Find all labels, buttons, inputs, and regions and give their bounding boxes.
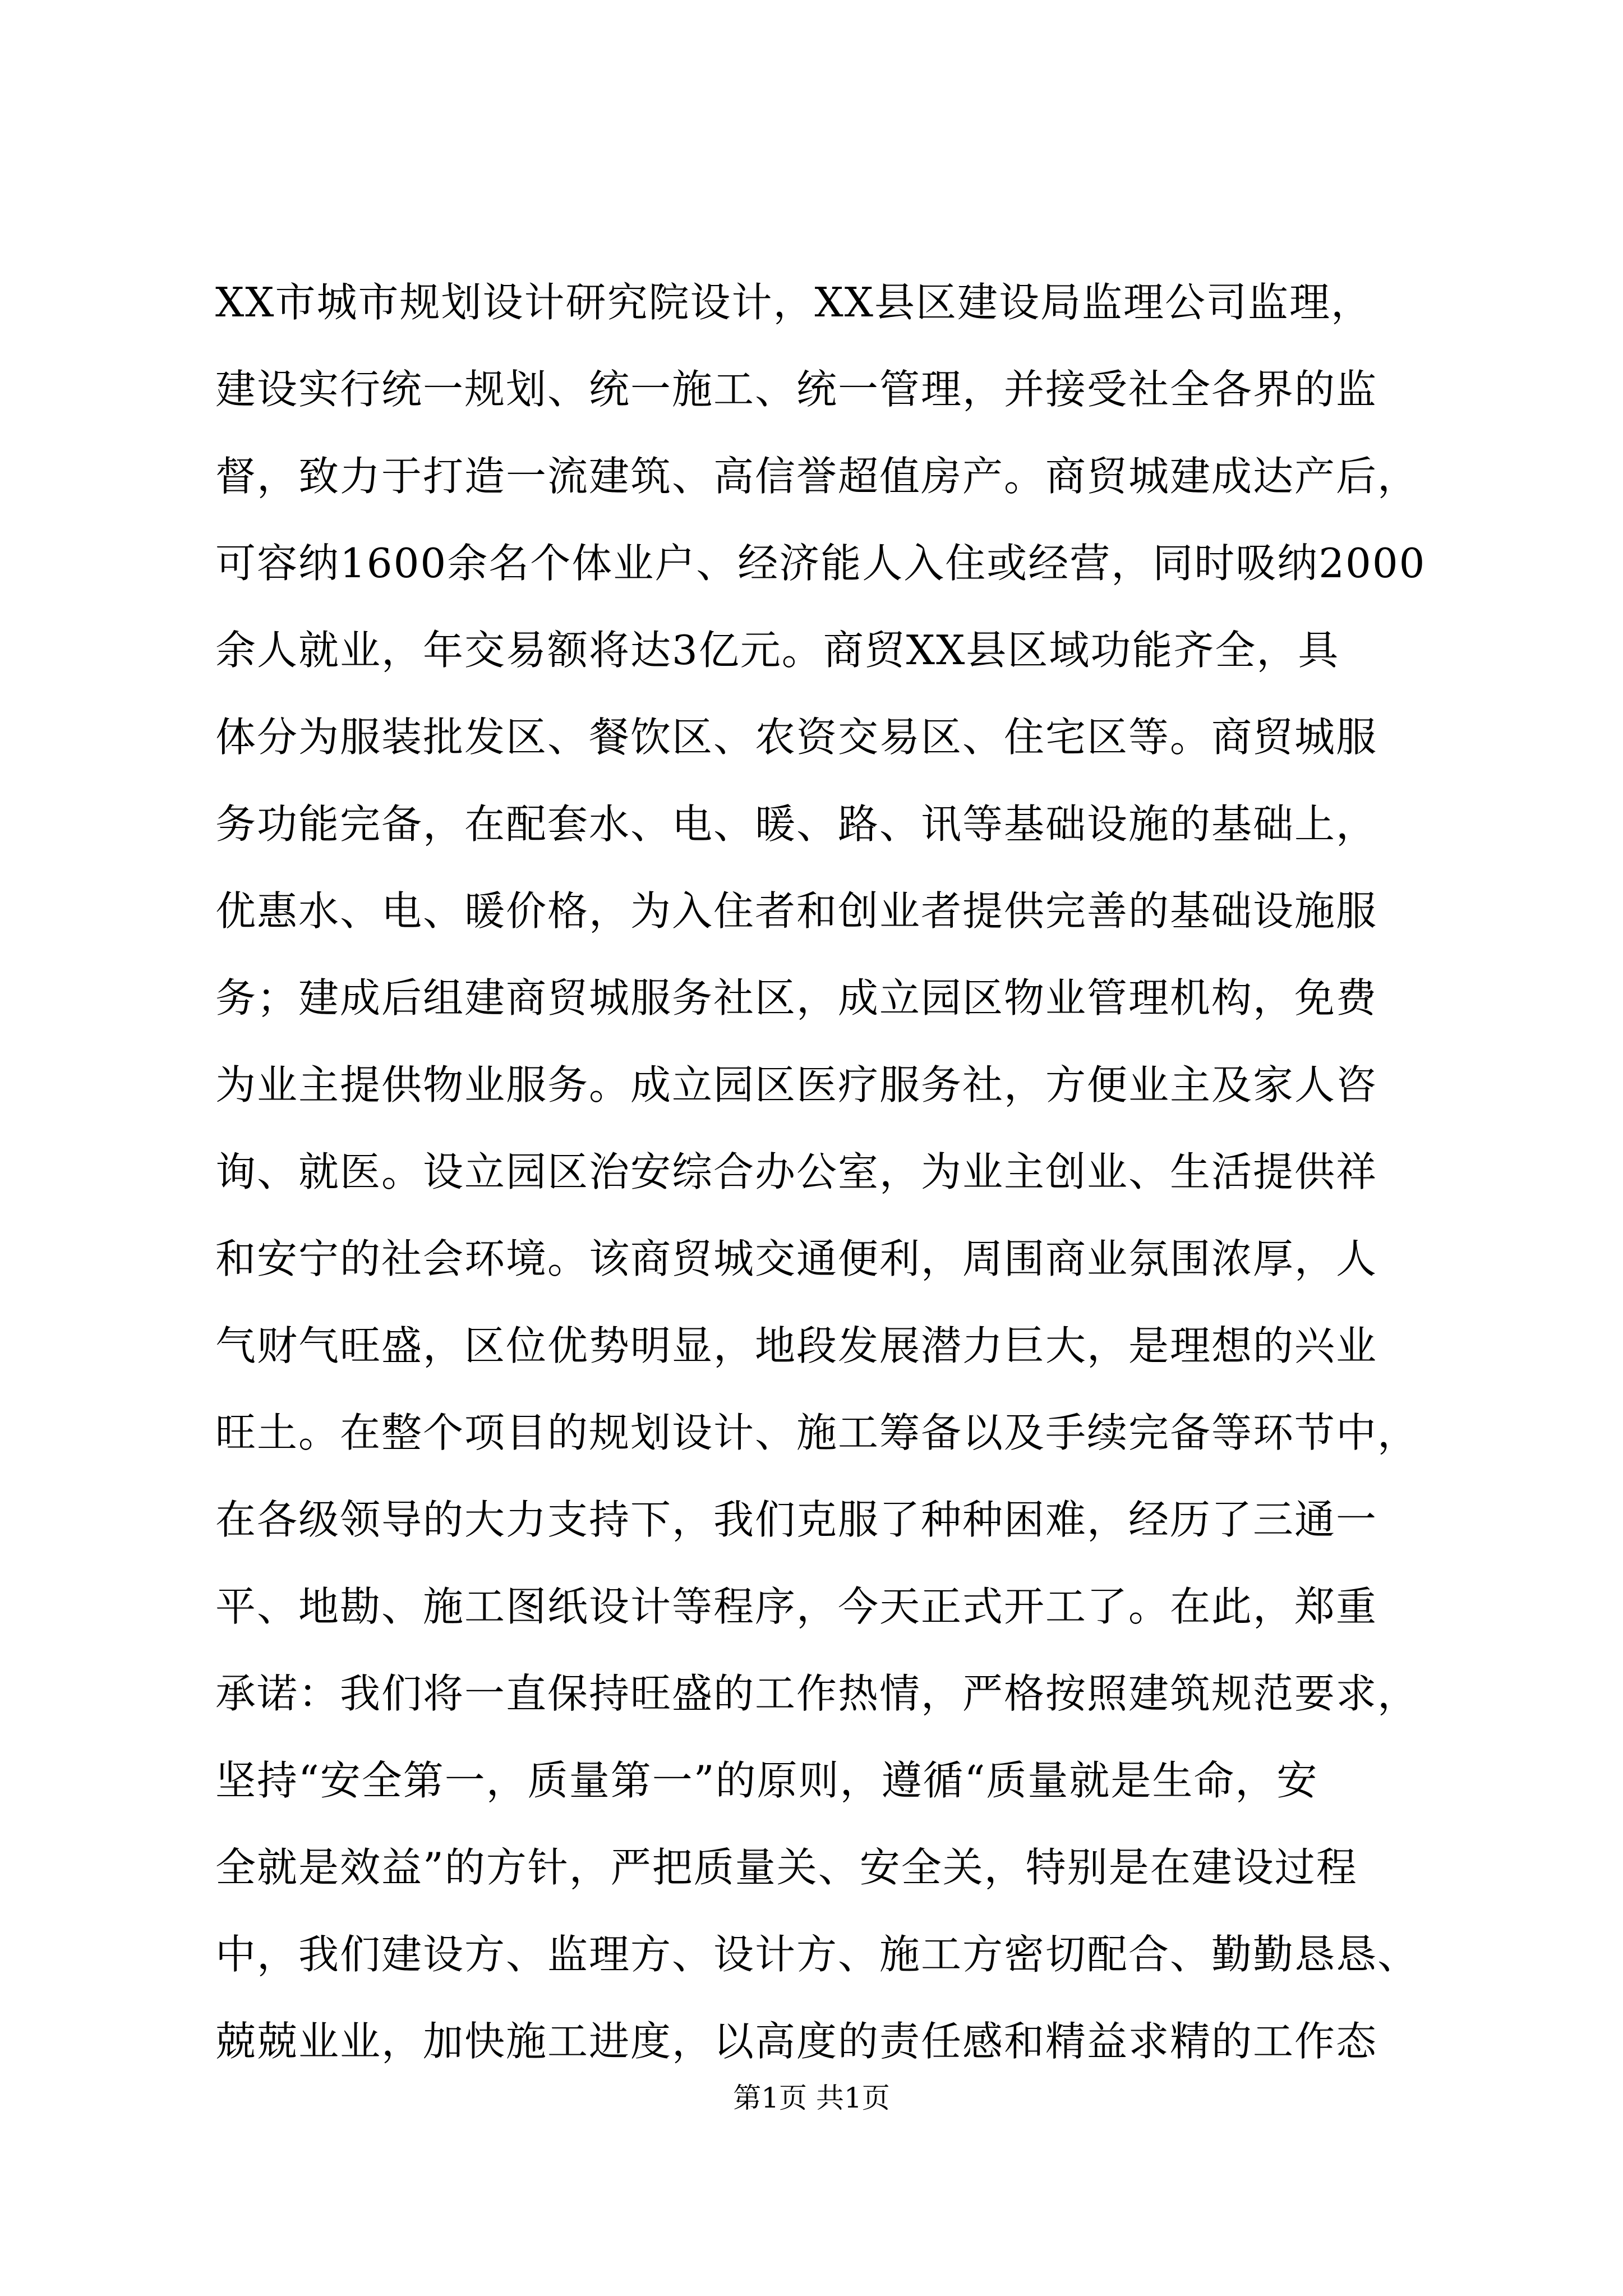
body-text [215, 259, 1460, 2085]
text-line: 坚持“安全第一，质量第一”的原则，遵循“质量就是生命，安 [215, 1757, 1318, 1804]
text-line: 体分为服装批发区、餐饮区、农资交易区、住宅区等。商贸城服 [215, 714, 1378, 761]
text-line: 旺土。在整个项目的规划设计、施工筹备以及手续完备等环节中， [215, 1409, 1419, 1456]
text-line: 兢兢业业，加快施工进度，以高度的责任感和精益求精的工作态 [215, 2018, 1378, 2065]
text-line: 承诺：我们将一直保持旺盛的工作热情，严格按照建筑规范要求， [215, 1670, 1419, 1717]
text-line: 务功能完备，在配套水、电、暖、路、讯等基础设施的基础上， [215, 800, 1378, 848]
text-line: 督，致力于打造一流建筑、高信誉超值房产。商贸城建成达产后， [215, 453, 1419, 500]
text-line: 和安宁的社会环境。该商贸城交通便利，周围商业氛围浓厚，人 [215, 1235, 1378, 1282]
text-line: 在各级领导的大力支持下，我们克服了种种困难，经历了三通一 [215, 1496, 1378, 1543]
text-line: XX市城市规划设计研究院设计，XX县区建设局监理公司监理， [215, 279, 1373, 326]
text-line: 询、就医。设立园区治安综合办公室，为业主创业、生活提供祥 [215, 1148, 1378, 1195]
text-line: 建设实行统一规划、统一施工、统一管理，并接受社全各界的监 [215, 366, 1378, 413]
text-line: 余人就业，年交易额将达3亿元。商贸XX县区域功能齐全，具 [215, 627, 1340, 674]
text-line: 平、地勘、施工图纸设计等程序，今天正式开工了。在此，郑重 [215, 1583, 1378, 1630]
page-number-label: 第1页 共1页 [733, 2082, 890, 2114]
text-line: 为业主提供物业服务。成立园区医疗服务社，方便业主及家人咨 [215, 1061, 1378, 1108]
text-line: 可容纳1600余名个体业户、经济能人入住或经营，同时吸纳2000 [215, 540, 1426, 587]
text-line: 气财气旺盛，区位优势明显，地段发展潜力巨大，是理想的兴业 [215, 1322, 1378, 1369]
text-line: 全就是效益”的方针，严把质量关、安全关，特别是在建设过程 [215, 1844, 1358, 1891]
page-footer [0, 2076, 1623, 2120]
text-line: 中，我们建设方、监理方、设计方、施工方密切配合、勤勤恳恳、 [215, 1931, 1419, 1978]
text-line: 务；建成后组建商贸城服务社区，成立园区物业管理机构，免费 [215, 974, 1378, 1022]
text-line: 优惠水、电、暖价格，为入住者和创业者提供完善的基础设施服 [215, 887, 1378, 935]
